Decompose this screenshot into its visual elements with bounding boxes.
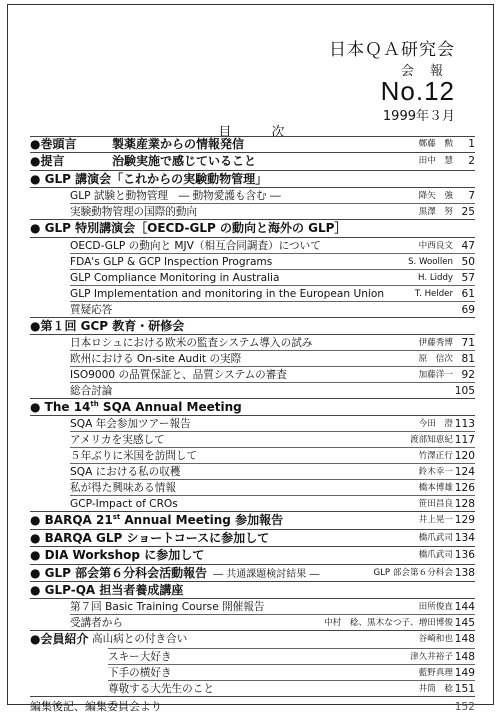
toc-entry[interactable]: GLP Compliance Monitoring in Australia H. Liddy 57	[30, 270, 475, 286]
toc-entry-foreword[interactable]: ●巻頭言 製薬産業からの情報発信 鄭藤 勲 1	[30, 136, 475, 153]
toc-entry[interactable]: OECD-GLP の動向と MJV（相互合同調査）について 中西良文 47	[30, 238, 475, 254]
toc-entry[interactable]: スキー大好き 津久井裕子 148	[30, 649, 475, 665]
toc-entry[interactable]: GLP 試験と動物管理 ― 動物愛護も含む ― 降矢 強 7	[30, 188, 475, 204]
toc-entry[interactable]: 実験動物管理の国際的動向 黒澤 努 25	[30, 204, 475, 220]
toc-entry-glp-subcommittee[interactable]: ● GLP 部会第６分科会活動報告 ― 共通課題検討結果 ― GLP 部会第６分科会 138	[30, 565, 475, 582]
issue-date: 1999年３月	[382, 109, 455, 124]
toc-section-member-intro[interactable]: ●会員紹介 高山病との付き合い 谷崎和也 148	[30, 631, 475, 648]
toc-entry[interactable]: 質疑応答 69	[30, 302, 475, 318]
toc-entry[interactable]: ５年ぶりに米国を訪問して 竹澤正行 120	[30, 448, 475, 464]
toc-entry-barqa-short-course[interactable]: ● BARQA GLP ショートコースに参加して 橋爪武司 134	[30, 530, 475, 547]
table-of-contents	[30, 136, 475, 717]
toc-entry[interactable]: ISO9000 の品質保証と、品質システムの審査 加藤洋一 92	[30, 367, 475, 383]
toc-entry[interactable]: 私が得た興味ある情報 橋本博雄 126	[30, 480, 475, 496]
toc-entry[interactable]: 下手の横好き 藍野真理 149	[30, 665, 475, 681]
toc-entry[interactable]: GLP Implementation and monitoring in the European Union T. Helder 61	[30, 286, 475, 302]
toc-entry-barqa-meeting[interactable]: ● BARQA 21st Annual Meeting 参加報告 井上晃一 129	[30, 512, 475, 529]
toc-entry[interactable]: SQA 年会参加ツアー報告 今田 澄 113	[30, 416, 475, 432]
toc-entry-dia-workshop[interactable]: ● DIA Workshop に参加して 橋爪武司 136	[30, 547, 475, 564]
toc-entry[interactable]: SQA における私の収穫 鈴木幸一 124	[30, 464, 475, 480]
toc-entry[interactable]: 尊敬する大先生のこと 井筒 稔 151	[30, 681, 475, 697]
toc-entry[interactable]: 受講者から 中村 稔、黒木なつ子、増田博俊 145	[30, 615, 475, 631]
toc-heading: 目 次	[218, 125, 303, 140]
organization-name: 日本ＱＡ研究会	[329, 40, 455, 60]
toc-section-glp-lecture[interactable]: ● GLP 講演会「これからの実験動物管理」	[30, 171, 475, 188]
toc-entry[interactable]: FDA's GLP & GCP Inspection Programs S. Woollen 50	[30, 254, 475, 270]
toc-section-glp-special-lecture[interactable]: ● GLP 特別講演会［OECD-GLP の動向と海外の GLP］	[30, 220, 475, 237]
toc-section-glp-qa-course[interactable]: ● GLP-QA 担当者養成講座	[30, 582, 475, 599]
toc-entry[interactable]: 第７回 Basic Training Course 開催報告 田所俊直 144	[30, 599, 475, 615]
toc-section-sqa-meeting[interactable]: ● The 14th SQA Annual Meeting	[30, 399, 475, 416]
bulletin-label: 会 報	[400, 64, 449, 79]
issue-number: No.12	[380, 76, 455, 106]
toc-entry[interactable]: アメリカを実感して 渡部知恵紀 117	[30, 432, 475, 448]
toc-entry[interactable]: 日本ロシュにおける欧米の監査システム導入の試み 伊藤秀博 71	[30, 335, 475, 351]
bulletin-page	[7, 4, 494, 713]
toc-entry-editorial[interactable]: 編集後記、編集委員会より 152	[30, 699, 475, 713]
toc-entry[interactable]: GCP-Impact of CROs 笹田昌良 128	[30, 496, 475, 512]
toc-entry-proposal[interactable]: ●提言 治験実施で感じていること 田中 慧 2	[30, 153, 475, 170]
toc-section-gcp-training[interactable]: ●第１回 GCP 教育・研修会	[30, 318, 475, 335]
toc-entry[interactable]: 総合討論 105	[30, 383, 475, 399]
toc-entry[interactable]: 欧州における On-site Audit の実際 原 信次 81	[30, 351, 475, 367]
